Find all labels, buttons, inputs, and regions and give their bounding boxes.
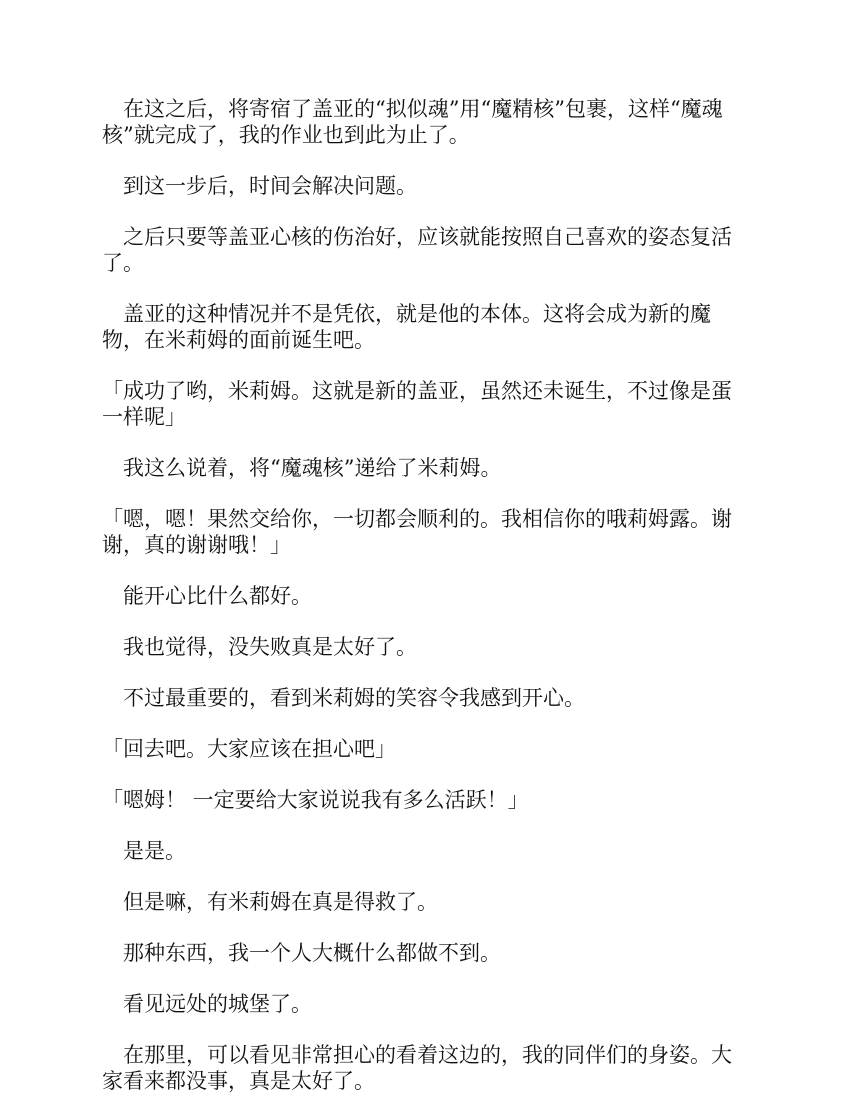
- paragraph: 之后只要等盖亚心核的伤治好，应该就能按照自己喜欢的姿态复活了。: [102, 225, 732, 275]
- document-body: [102, 96, 750, 1094]
- paragraph: 到这一步后，时间会解决问题。: [123, 174, 417, 198]
- paragraph: 能开心比什么都好。: [123, 584, 312, 608]
- paragraph: 但是嘛，有米莉姆在真是得救了。: [123, 890, 438, 914]
- paragraph: 是是。: [123, 839, 186, 863]
- paragraph: 看见远处的城堡了。: [123, 992, 312, 1016]
- paragraph: 在那里，可以看见非常担心的看着这边的，我的同伴们的身姿。大家看来都没事，真是太好了。: [102, 1043, 732, 1093]
- paragraph: 盖亚的这种情况并不是凭依，就是他的本体。这将会成为新的魔物，在米莉姆的面前诞生吧。: [102, 302, 711, 352]
- paragraph: 在这之后，将寄宿了盖亚的“拟似魂”用“魔精核”包裹，这样“魔魂核”就完成了，我的作业也到此为止了。: [102, 97, 723, 147]
- dialogue-paragraph: 「嗯姆！ 一定要给大家说说我有多么活跃！」: [102, 788, 529, 812]
- dialogue-paragraph: 「回去吧。大家应该在担心吧」: [102, 737, 396, 761]
- dialogue-paragraph: 「嗯，嗯！果然交给你，一切都会顺利的。我相信你的哦莉姆露。谢谢，真的谢谢哦！」: [102, 507, 732, 557]
- dialogue-paragraph: 「成功了哟，米莉姆。这就是新的盖亚，虽然还未诞生，不过像是蛋一样呢」: [102, 379, 732, 429]
- paragraph: 那种东西，我一个人大概什么都做不到。: [123, 941, 501, 965]
- paragraph: 我也觉得，没失败真是太好了。: [123, 635, 417, 659]
- paragraph: 不过最重要的，看到米莉姆的笑容令我感到开心。: [123, 686, 585, 710]
- paragraph: 我这么说着，将“魔魂核”递给了米莉姆。: [123, 456, 502, 480]
